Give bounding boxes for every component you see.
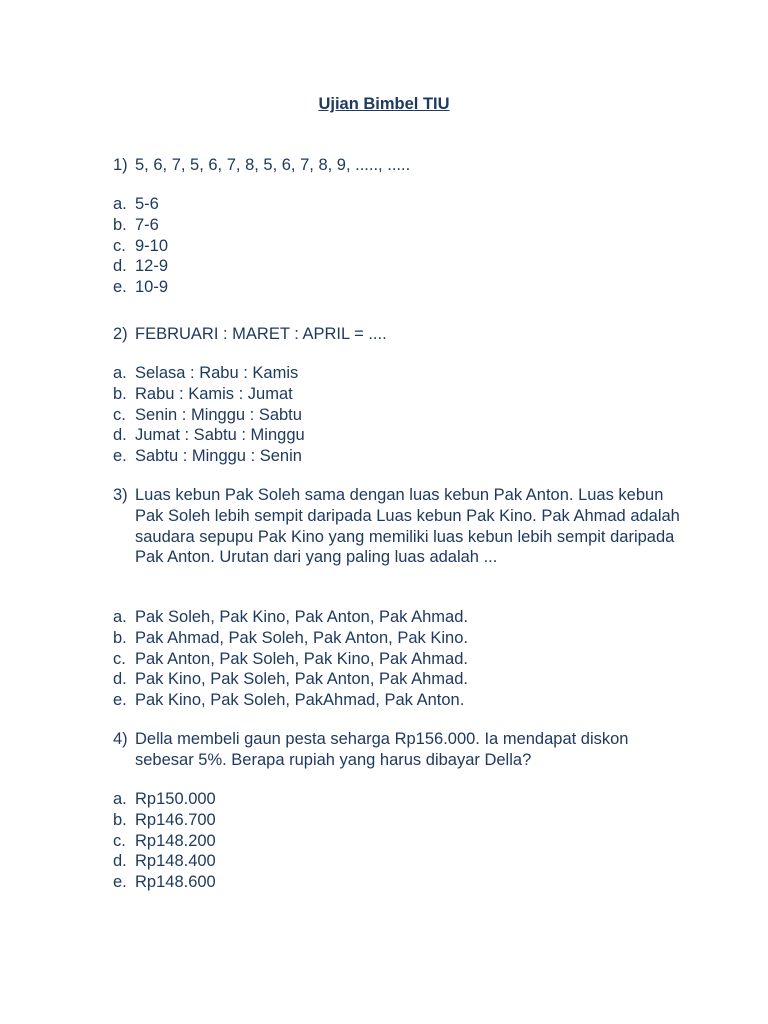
- option-text: Pak Soleh, Pak Kino, Pak Anton, Pak Ahmad.: [135, 608, 468, 626]
- option-letter: e.: [113, 691, 127, 710]
- option-letter: d.: [113, 257, 127, 276]
- option-item: [113, 446, 683, 467]
- question-1: [113, 155, 683, 176]
- option-letter: e.: [113, 278, 127, 297]
- option-letter: d.: [113, 852, 127, 871]
- option-item: [113, 425, 683, 446]
- option-item: [113, 363, 683, 384]
- option-letter: b.: [113, 215, 127, 234]
- question-number: 3): [113, 486, 128, 504]
- option-item: [113, 669, 683, 690]
- option-letter: d.: [113, 670, 127, 689]
- question-text: Della membeli gaun pesta seharga Rp156.000. Ia mendapat diskon sebesar 5%. Berapa rupiah yang harus dibayar Della?: [135, 730, 629, 769]
- option-item: [113, 215, 683, 236]
- option-letter: b.: [113, 628, 127, 647]
- question-number: 4): [113, 730, 128, 748]
- option-item: [113, 405, 683, 426]
- question-text: 5, 6, 7, 5, 6, 7, 8, 5, 6, 7, 8, 9, ....., .....: [135, 156, 411, 174]
- option-letter: a.: [113, 195, 127, 213]
- question-2-options: [113, 363, 683, 467]
- option-item: [113, 236, 683, 257]
- option-item: [113, 810, 683, 831]
- option-letter: b.: [113, 384, 127, 403]
- option-letter: a.: [113, 790, 127, 808]
- option-letter: a.: [113, 608, 127, 626]
- option-item: [113, 607, 683, 628]
- option-item: [113, 649, 683, 670]
- question-4: [113, 729, 683, 771]
- question-2: [113, 324, 683, 345]
- option-letter: e.: [113, 447, 127, 466]
- option-text: Sabtu : Minggu : Senin: [135, 447, 302, 466]
- option-text: Rabu : Kamis : Jumat: [135, 384, 293, 403]
- option-letter: b.: [113, 810, 127, 829]
- option-text: 9-10: [135, 236, 169, 255]
- option-item: [113, 872, 683, 893]
- option-item: [113, 256, 683, 277]
- option-letter: c.: [113, 236, 126, 255]
- option-text: 12-9: [135, 257, 169, 276]
- option-item: [113, 789, 683, 810]
- option-letter: c.: [113, 405, 126, 424]
- option-text: 10-9: [135, 278, 169, 297]
- option-item: [113, 851, 683, 872]
- option-letter: c.: [113, 831, 126, 850]
- question-number: 1): [113, 156, 128, 174]
- option-letter: a.: [113, 364, 127, 382]
- question-text: Luas kebun Pak Soleh sama dengan luas kebun Pak Anton. Luas kebun Pak Soleh lebih sempit daripada Luas kebun Pak Kino. Pak Ahmad adalah saudara sepupu Pak Kino yang memiliki luas kebun lebih sempit daripada Pak Anton. Urutan dari yang paling luas adalah ...: [135, 486, 680, 567]
- option-item: [113, 690, 683, 711]
- option-text: Pak Anton, Pak Soleh, Pak Kino, Pak Ahmad.: [135, 649, 468, 668]
- option-item: [113, 831, 683, 852]
- option-letter: c.: [113, 649, 126, 668]
- option-text: Rp148.400: [135, 852, 216, 871]
- option-text: Rp148.600: [135, 873, 216, 892]
- option-text: Rp146.700: [135, 810, 216, 829]
- option-item: [113, 277, 683, 298]
- option-text: Jumat : Sabtu : Minggu: [135, 426, 305, 445]
- question-3: [113, 485, 683, 568]
- option-text: 5-6: [135, 195, 159, 213]
- option-text: Pak Kino, Pak Soleh, PakAhmad, Pak Anton.: [135, 691, 465, 710]
- option-letter: d.: [113, 426, 127, 445]
- option-text: Selasa : Rabu : Kamis: [135, 364, 299, 382]
- option-item: [113, 628, 683, 649]
- option-letter: e.: [113, 873, 127, 892]
- question-1-options: [113, 194, 683, 298]
- option-text: Rp150.000: [135, 790, 216, 808]
- option-text: Pak Kino, Pak Soleh, Pak Anton, Pak Ahmad.: [135, 670, 468, 689]
- option-item: [113, 194, 683, 215]
- option-text: 7-6: [135, 215, 159, 234]
- question-text: FEBRUARI : MARET : APRIL = ....: [135, 325, 387, 343]
- option-text: Rp148.200: [135, 831, 216, 850]
- question-3-options: [113, 607, 683, 711]
- option-text: Senin : Minggu : Sabtu: [135, 405, 302, 424]
- option-text: Pak Ahmad, Pak Soleh, Pak Anton, Pak Kino.: [135, 628, 468, 647]
- question-number: 2): [113, 325, 128, 343]
- option-item: [113, 384, 683, 405]
- question-4-options: [113, 789, 683, 893]
- document-title: Ujian Bimbel TIU: [318, 95, 450, 113]
